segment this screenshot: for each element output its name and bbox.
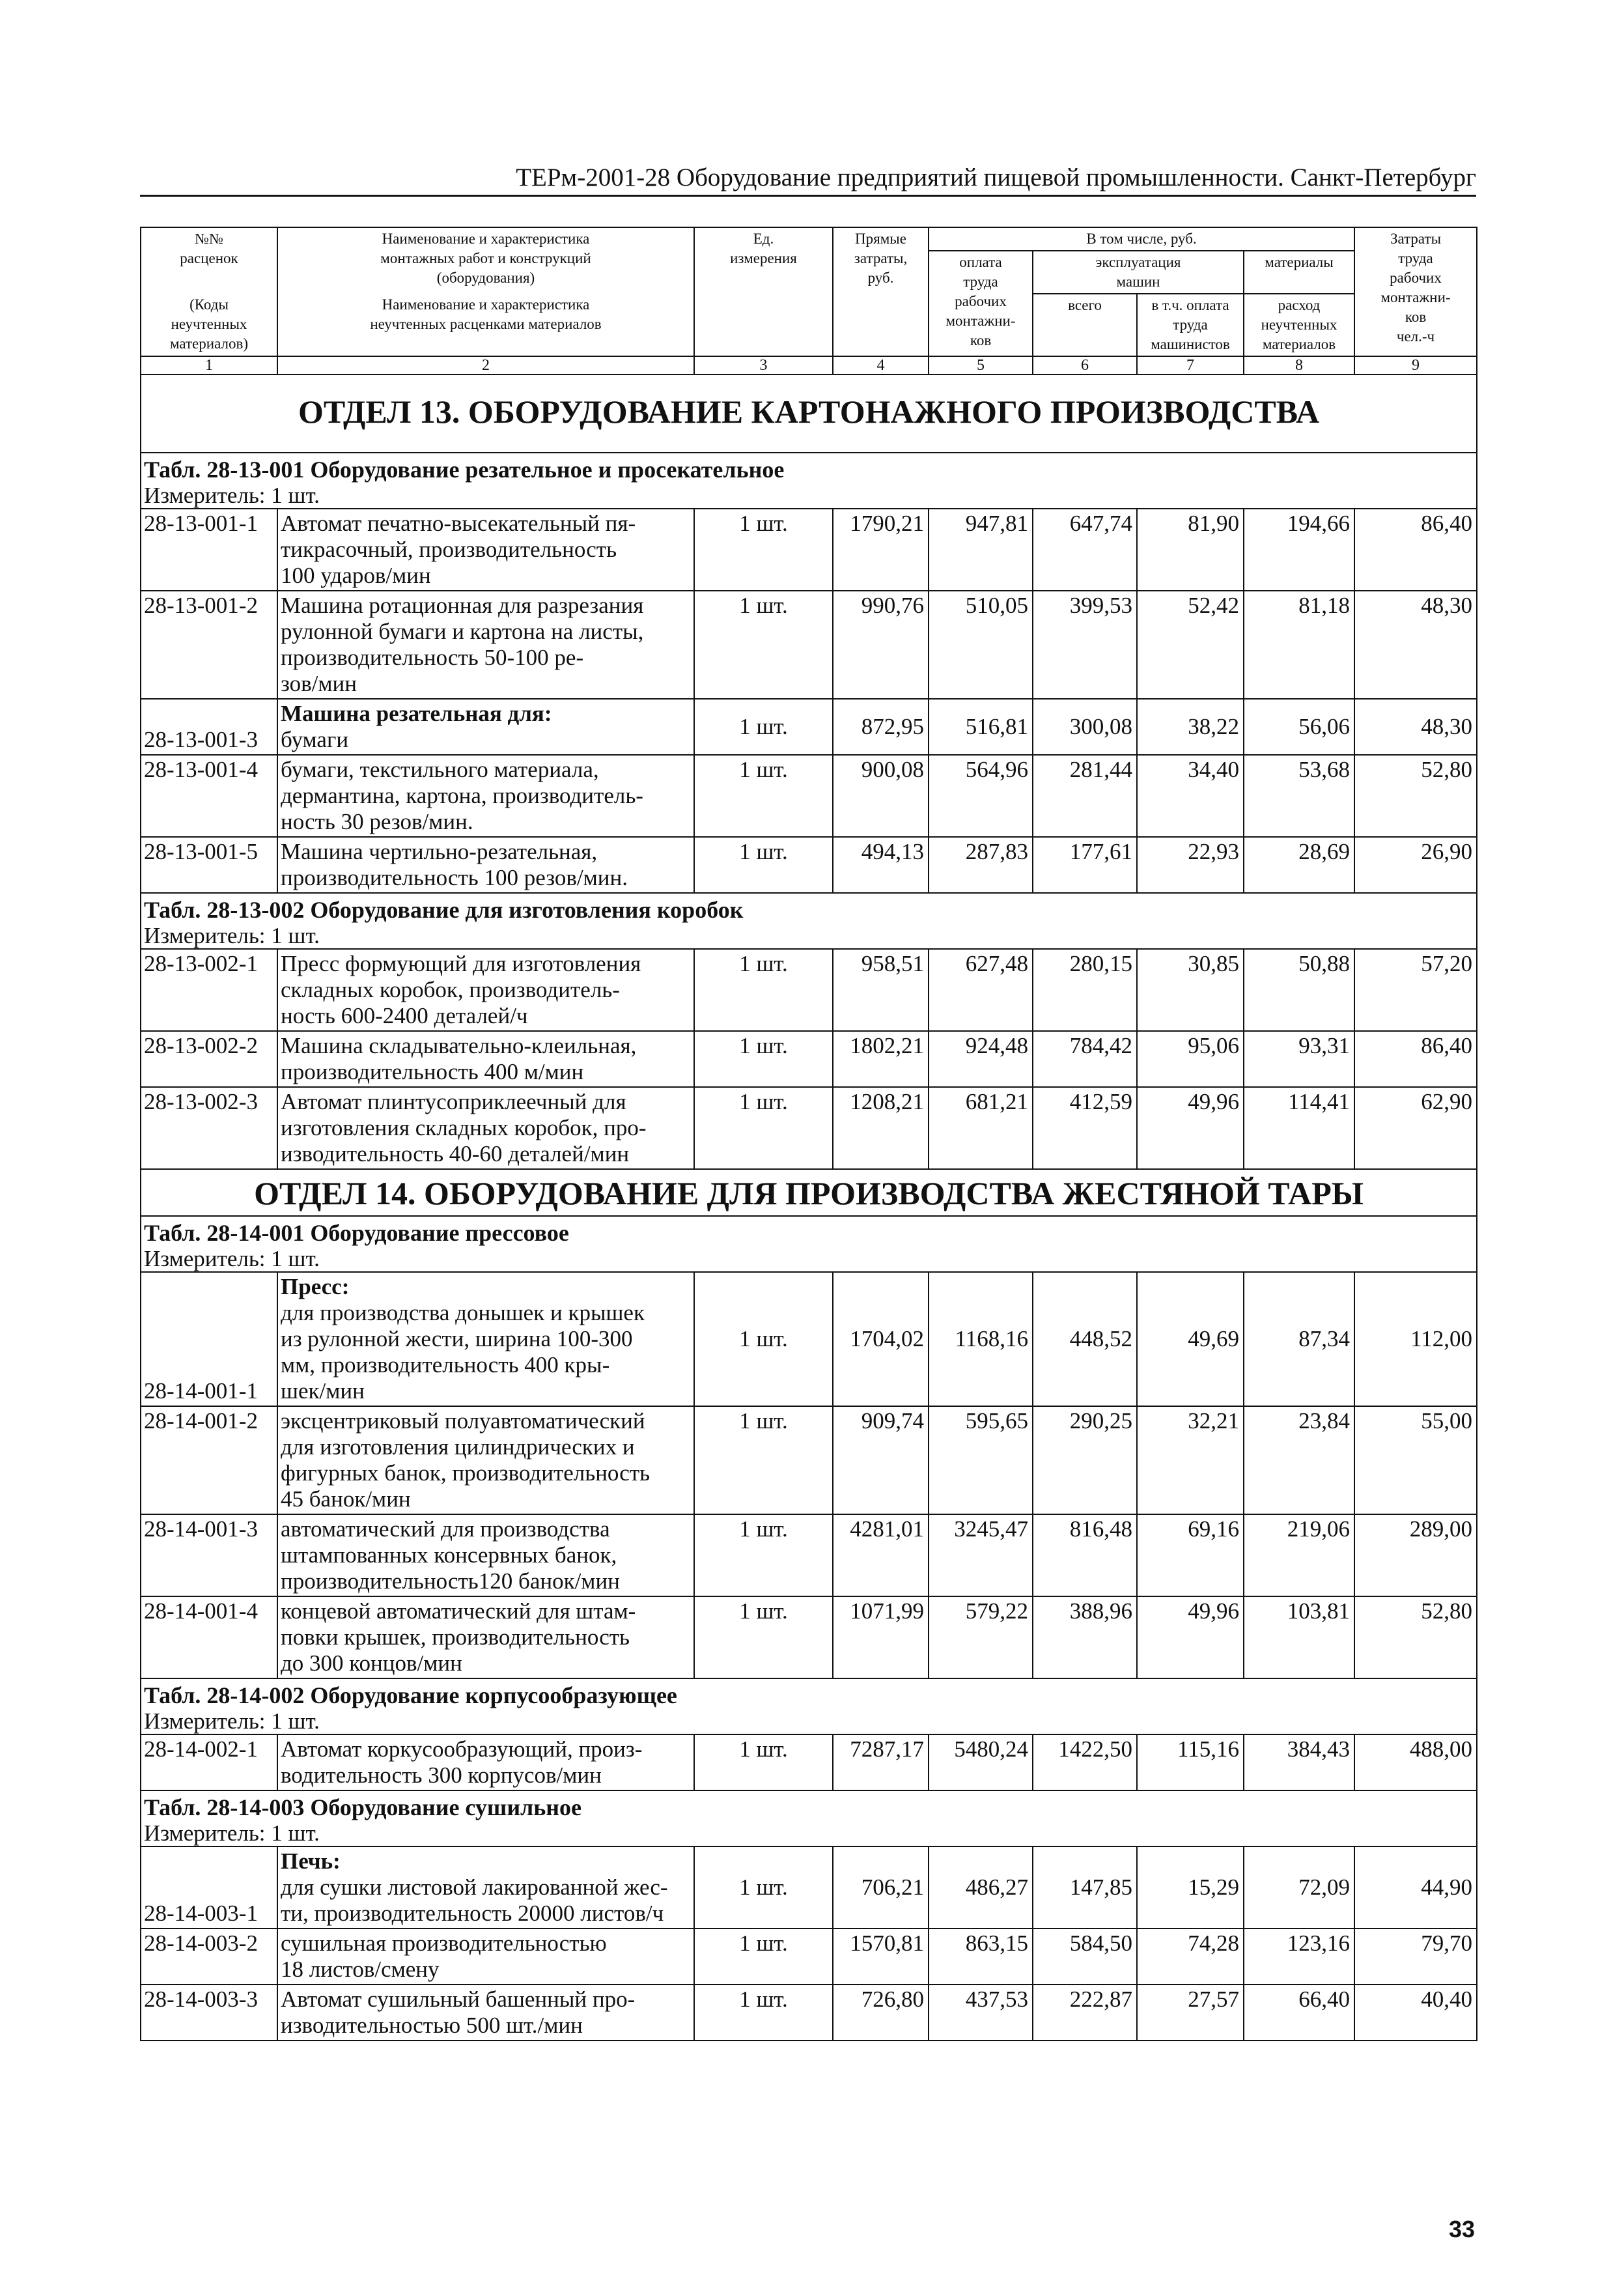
- unit-cell: 1 шт.: [694, 837, 833, 893]
- value-cell: 23,84: [1244, 1406, 1354, 1514]
- value-cell: 947,81: [929, 509, 1033, 591]
- header-cell: №№ расценок: [141, 227, 277, 294]
- rate-description: [277, 837, 694, 893]
- value-cell: 72,09: [1244, 1846, 1354, 1929]
- rate-description: [277, 755, 694, 837]
- rate-code: 28-13-002-3: [141, 1087, 277, 1169]
- value-cell: 48,30: [1354, 699, 1477, 755]
- value-cell: 38,22: [1137, 699, 1244, 755]
- value-cell: 1168,16: [929, 1272, 1033, 1406]
- header-cell: Ед. измерения: [694, 227, 833, 356]
- column-number: 4: [833, 356, 929, 375]
- rate-description: [277, 1985, 694, 2041]
- value-cell: 388,96: [1033, 1596, 1137, 1678]
- table-header: [141, 227, 1477, 375]
- table-row: [141, 949, 1477, 1031]
- value-cell: 816,48: [1033, 1514, 1137, 1596]
- value-cell: 40,40: [1354, 1985, 1477, 2041]
- header-cell: материалы: [1244, 251, 1354, 294]
- value-cell: 280,15: [1033, 949, 1137, 1031]
- value-cell: 86,40: [1354, 509, 1477, 591]
- value-cell: 924,48: [929, 1031, 1033, 1087]
- header-cell: Наименование и характеристика монтажных работ и конструкций (оборудования): [277, 227, 694, 294]
- header-cell: расход неучтенных материалов: [1244, 294, 1354, 356]
- value-cell: 81,90: [1137, 509, 1244, 591]
- value-cell: 26,90: [1354, 837, 1477, 893]
- unit-cell: 1 шт.: [694, 1734, 833, 1790]
- value-cell: 30,85: [1137, 949, 1244, 1031]
- rate-description: [277, 1272, 694, 1406]
- unit-cell: 1 шт.: [694, 1406, 833, 1514]
- table-title: Табл. 28-13-002 Оборудование для изготовления коробок: [144, 897, 744, 923]
- value-cell: 872,95: [833, 699, 929, 755]
- table-row: [141, 1087, 1477, 1169]
- group-heading: Машина резательная для:: [281, 701, 552, 726]
- value-cell: 5480,24: [929, 1734, 1033, 1790]
- table-row: [141, 509, 1477, 591]
- description-text: бумаги, текстильного материала, дермантина, картона, производитель- ность 30 резов/мин.: [281, 757, 643, 834]
- table-row: [141, 1406, 1477, 1514]
- value-cell: 112,00: [1354, 1272, 1477, 1406]
- rate-code: 28-14-001-2: [141, 1406, 277, 1514]
- rate-description: [277, 1514, 694, 1596]
- value-cell: 87,34: [1244, 1272, 1354, 1406]
- value-cell: 627,48: [929, 949, 1033, 1031]
- measure-unit: Измеритель: 1 шт.: [144, 483, 320, 508]
- table-row: [141, 1272, 1477, 1406]
- table-caption: [141, 1216, 1477, 1272]
- value-cell: 990,76: [833, 591, 929, 699]
- value-cell: 53,68: [1244, 755, 1354, 837]
- rate-code: 28-14-003-2: [141, 1929, 277, 1985]
- value-cell: 726,80: [833, 1985, 929, 2041]
- value-cell: 706,21: [833, 1846, 929, 1929]
- value-cell: 1790,21: [833, 509, 929, 591]
- value-cell: 62,90: [1354, 1087, 1477, 1169]
- rate-code: 28-13-001-3: [141, 699, 277, 755]
- rate-code: 28-14-002-1: [141, 1734, 277, 1790]
- column-number: 8: [1244, 356, 1354, 375]
- description-text: для сушки листовой лакированной жес- ти, производительность 20000 листов/ч: [281, 1874, 668, 1926]
- rate-description: [277, 949, 694, 1031]
- value-cell: 34,40: [1137, 755, 1244, 837]
- rate-description: [277, 1734, 694, 1790]
- group-heading: Печь:: [281, 1848, 341, 1874]
- value-cell: 1802,21: [833, 1031, 929, 1087]
- column-number: 5: [929, 356, 1033, 375]
- value-cell: 222,87: [1033, 1985, 1137, 2041]
- value-cell: 437,53: [929, 1985, 1033, 2041]
- page: [140, 163, 1476, 2041]
- group-heading: Пресс:: [281, 1274, 350, 1299]
- description-text: Машина складывательно-клеильная, производительность 400 м/мин: [281, 1033, 637, 1084]
- rate-code: 28-14-001-3: [141, 1514, 277, 1596]
- value-cell: 584,50: [1033, 1929, 1137, 1985]
- value-cell: 300,08: [1033, 699, 1137, 755]
- unit-cell: 1 шт.: [694, 1272, 833, 1406]
- value-cell: 69,16: [1137, 1514, 1244, 1596]
- value-cell: 3245,47: [929, 1514, 1033, 1596]
- value-cell: 909,74: [833, 1406, 929, 1514]
- running-header: ТЕРм-2001-28 Оборудование предприятий пищевой промышленности. Санкт-Петербург: [140, 163, 1476, 197]
- value-cell: 281,44: [1033, 755, 1137, 837]
- table-title: Табл. 28-14-001 Оборудование прессовое: [144, 1220, 569, 1246]
- value-cell: 28,69: [1244, 837, 1354, 893]
- header-cell: В том числе, руб.: [929, 227, 1354, 251]
- description-text: Автомат печатно-высекательный пя- тикрасочный, производительность 100 ударов/мин: [281, 511, 636, 588]
- value-cell: 49,96: [1137, 1596, 1244, 1678]
- value-cell: 52,80: [1354, 755, 1477, 837]
- description-text: Машина чертильно-резательная, производительность 100 резов/мин.: [281, 839, 628, 890]
- value-cell: 49,69: [1137, 1272, 1244, 1406]
- table-row: [141, 1985, 1477, 2041]
- value-cell: 52,42: [1137, 591, 1244, 699]
- value-cell: 49,96: [1137, 1087, 1244, 1169]
- rate-code: 28-14-001-4: [141, 1596, 277, 1678]
- rate-description: [277, 1929, 694, 1985]
- section-title: ОТДЕЛ 13. ОБОРУДОВАНИЕ КАРТОНАЖНОГО ПРОИЗВОДСТВА: [141, 375, 1477, 453]
- table-caption: [141, 453, 1477, 509]
- value-cell: 15,29: [1137, 1846, 1244, 1929]
- table-row: [141, 1929, 1477, 1985]
- header-cell: всего: [1033, 294, 1137, 356]
- value-cell: 1704,02: [833, 1272, 929, 1406]
- value-cell: 1422,50: [1033, 1734, 1137, 1790]
- value-cell: 50,88: [1244, 949, 1354, 1031]
- rate-description: [277, 509, 694, 591]
- value-cell: 4281,01: [833, 1514, 929, 1596]
- description-text: сушильная производительностью 18 листов/смену: [281, 1930, 607, 1982]
- table-row: [141, 755, 1477, 837]
- section-title: ОТДЕЛ 14. ОБОРУДОВАНИЕ ДЛЯ ПРОИЗВОДСТВА ЖЕСТЯНОЙ ТАРЫ: [141, 1169, 1477, 1216]
- measure-unit: Измеритель: 1 шт.: [144, 1820, 320, 1846]
- value-cell: 52,80: [1354, 1596, 1477, 1678]
- page-number: 33: [1449, 2216, 1476, 2242]
- table-row: [141, 1846, 1477, 1929]
- value-cell: 81,18: [1244, 591, 1354, 699]
- value-cell: 114,41: [1244, 1087, 1354, 1169]
- rate-code: 28-14-001-1: [141, 1272, 277, 1406]
- header-cell: оплата труда рабочих монтажни- ков: [929, 251, 1033, 356]
- value-cell: 1071,99: [833, 1596, 929, 1678]
- table-title: Табл. 28-13-001 Оборудование резательное и просекательное: [144, 457, 785, 483]
- value-cell: 516,81: [929, 699, 1033, 755]
- column-number: 7: [1137, 356, 1244, 375]
- value-cell: 66,40: [1244, 1985, 1354, 2041]
- table-title: Табл. 28-14-003 Оборудование сушильное: [144, 1794, 582, 1820]
- table-row: [141, 1734, 1477, 1790]
- description-text: Автомат плинтусоприклеечный для изготовления складных коробок, про- изводительность 40-60 деталей/мин: [281, 1089, 647, 1166]
- table-caption: [141, 1678, 1477, 1734]
- value-cell: 510,05: [929, 591, 1033, 699]
- rate-code: 28-13-001-1: [141, 509, 277, 591]
- table-row: [141, 1596, 1477, 1678]
- description-text: эксцентриковый полуавтоматический для изготовления цилиндрических и фигурных банок, производительность 45 банок/мин: [281, 1408, 651, 1512]
- header-cell: эксплуатация машин: [1033, 251, 1244, 294]
- value-cell: 95,06: [1137, 1031, 1244, 1087]
- table-body: [141, 375, 1477, 2041]
- value-cell: 55,00: [1354, 1406, 1477, 1514]
- unit-cell: 1 шт.: [694, 699, 833, 755]
- value-cell: 86,40: [1354, 1031, 1477, 1087]
- measure-unit: Измеритель: 1 шт.: [144, 923, 320, 948]
- rate-code: 28-13-002-1: [141, 949, 277, 1031]
- value-cell: 1208,21: [833, 1087, 929, 1169]
- value-cell: 412,59: [1033, 1087, 1137, 1169]
- rate-description: [277, 1846, 694, 1929]
- value-cell: 863,15: [929, 1929, 1033, 1985]
- value-cell: 384,43: [1244, 1734, 1354, 1790]
- table-row: [141, 837, 1477, 893]
- value-cell: 681,21: [929, 1087, 1033, 1169]
- value-cell: 784,42: [1033, 1031, 1137, 1087]
- unit-cell: 1 шт.: [694, 949, 833, 1031]
- value-cell: 79,70: [1354, 1929, 1477, 1985]
- unit-cell: 1 шт.: [694, 1929, 833, 1985]
- rates-table: [140, 227, 1477, 2041]
- rate-description: [277, 1406, 694, 1514]
- value-cell: 579,22: [929, 1596, 1033, 1678]
- value-cell: 57,20: [1354, 949, 1477, 1031]
- table-row: [141, 699, 1477, 755]
- rate-description: [277, 1031, 694, 1087]
- measure-unit: Измеритель: 1 шт.: [144, 1708, 320, 1734]
- table-row: [141, 1514, 1477, 1596]
- value-cell: 103,81: [1244, 1596, 1354, 1678]
- description-text: автоматический для производства штампованных консервных банок, производительность120 банок/мин: [281, 1516, 620, 1594]
- table-caption: [141, 1790, 1477, 1846]
- description-text: Машина ротационная для разрезания рулонной бумаги и картона на листы, производительность 50-100 ре- зов/мин: [281, 593, 644, 696]
- table-title: Табл. 28-14-002 Оборудование корпусообразующее: [144, 1682, 677, 1708]
- unit-cell: 1 шт.: [694, 591, 833, 699]
- value-cell: 486,27: [929, 1846, 1033, 1929]
- value-cell: 1570,81: [833, 1929, 929, 1985]
- value-cell: 177,61: [1033, 837, 1137, 893]
- column-number: 6: [1033, 356, 1137, 375]
- rate-description: [277, 1087, 694, 1169]
- header-cell: Прямые затраты, руб.: [833, 227, 929, 356]
- value-cell: 48,30: [1354, 591, 1477, 699]
- rate-code: 28-14-003-3: [141, 1985, 277, 2041]
- description-text: концевой автоматический для штам- повки крышек, производительность до 300 концов/мин: [281, 1598, 636, 1676]
- table-caption: [141, 893, 1477, 949]
- rate-description: [277, 699, 694, 755]
- rate-code: 28-13-001-5: [141, 837, 277, 893]
- measure-unit: Измеритель: 1 шт.: [144, 1246, 320, 1271]
- description-text: Пресс формующий для изготовления складных коробок, производитель- ность 600-2400 деталей/ч: [281, 951, 641, 1028]
- column-number: 2: [277, 356, 694, 375]
- rate-description: [277, 1596, 694, 1678]
- rate-code: 28-13-002-2: [141, 1031, 277, 1087]
- rate-code: 28-13-001-2: [141, 591, 277, 699]
- table-row: [141, 591, 1477, 699]
- value-cell: 448,52: [1033, 1272, 1137, 1406]
- value-cell: 147,85: [1033, 1846, 1137, 1929]
- rate-code: 28-14-003-1: [141, 1846, 277, 1929]
- value-cell: 488,00: [1354, 1734, 1477, 1790]
- unit-cell: 1 шт.: [694, 1514, 833, 1596]
- column-number: 3: [694, 356, 833, 375]
- unit-cell: 1 шт.: [694, 1846, 833, 1929]
- rate-description: [277, 591, 694, 699]
- header-cell: (Коды неучтенных материалов): [141, 294, 277, 356]
- value-cell: 7287,17: [833, 1734, 929, 1790]
- value-cell: 27,57: [1137, 1985, 1244, 2041]
- value-cell: 74,28: [1137, 1929, 1244, 1985]
- description-text: бумаги: [281, 727, 349, 752]
- value-cell: 958,51: [833, 949, 929, 1031]
- description-text: Автомат сушильный башенный про- изводительностью 500 шт./мин: [281, 1986, 636, 2038]
- value-cell: 399,53: [1033, 591, 1137, 699]
- header-cell: Затраты труда рабочих монтажни- ков чел.-ч: [1354, 227, 1477, 356]
- value-cell: 287,83: [929, 837, 1033, 893]
- value-cell: 564,96: [929, 755, 1033, 837]
- value-cell: 647,74: [1033, 509, 1137, 591]
- value-cell: 93,31: [1244, 1031, 1354, 1087]
- description-text: Автомат коркусообразующий, произ- водительность 300 корпусов/мин: [281, 1736, 643, 1788]
- unit-cell: 1 шт.: [694, 1596, 833, 1678]
- column-number: 1: [141, 356, 277, 375]
- value-cell: 290,25: [1033, 1406, 1137, 1514]
- value-cell: 115,16: [1137, 1734, 1244, 1790]
- unit-cell: 1 шт.: [694, 1985, 833, 2041]
- value-cell: 289,00: [1354, 1514, 1477, 1596]
- header-cell: в т.ч. оплата труда машинистов: [1137, 294, 1244, 356]
- value-cell: 595,65: [929, 1406, 1033, 1514]
- table-row: [141, 1031, 1477, 1087]
- unit-cell: 1 шт.: [694, 509, 833, 591]
- description-text: для производства донышек и крышек из рулонной жести, ширина 100-300 мм, производительность 400 кры- шек/мин: [281, 1300, 645, 1404]
- value-cell: 32,21: [1137, 1406, 1244, 1514]
- value-cell: 44,90: [1354, 1846, 1477, 1929]
- value-cell: 219,06: [1244, 1514, 1354, 1596]
- value-cell: 900,08: [833, 755, 929, 837]
- unit-cell: 1 шт.: [694, 1087, 833, 1169]
- rate-code: 28-13-001-4: [141, 755, 277, 837]
- value-cell: 22,93: [1137, 837, 1244, 893]
- column-number: 9: [1354, 356, 1477, 375]
- header-cell: Наименование и характеристика неучтенных расценками материалов: [277, 294, 694, 356]
- value-cell: 123,16: [1244, 1929, 1354, 1985]
- value-cell: 494,13: [833, 837, 929, 893]
- value-cell: 56,06: [1244, 699, 1354, 755]
- unit-cell: 1 шт.: [694, 1031, 833, 1087]
- value-cell: 194,66: [1244, 509, 1354, 591]
- unit-cell: 1 шт.: [694, 755, 833, 837]
